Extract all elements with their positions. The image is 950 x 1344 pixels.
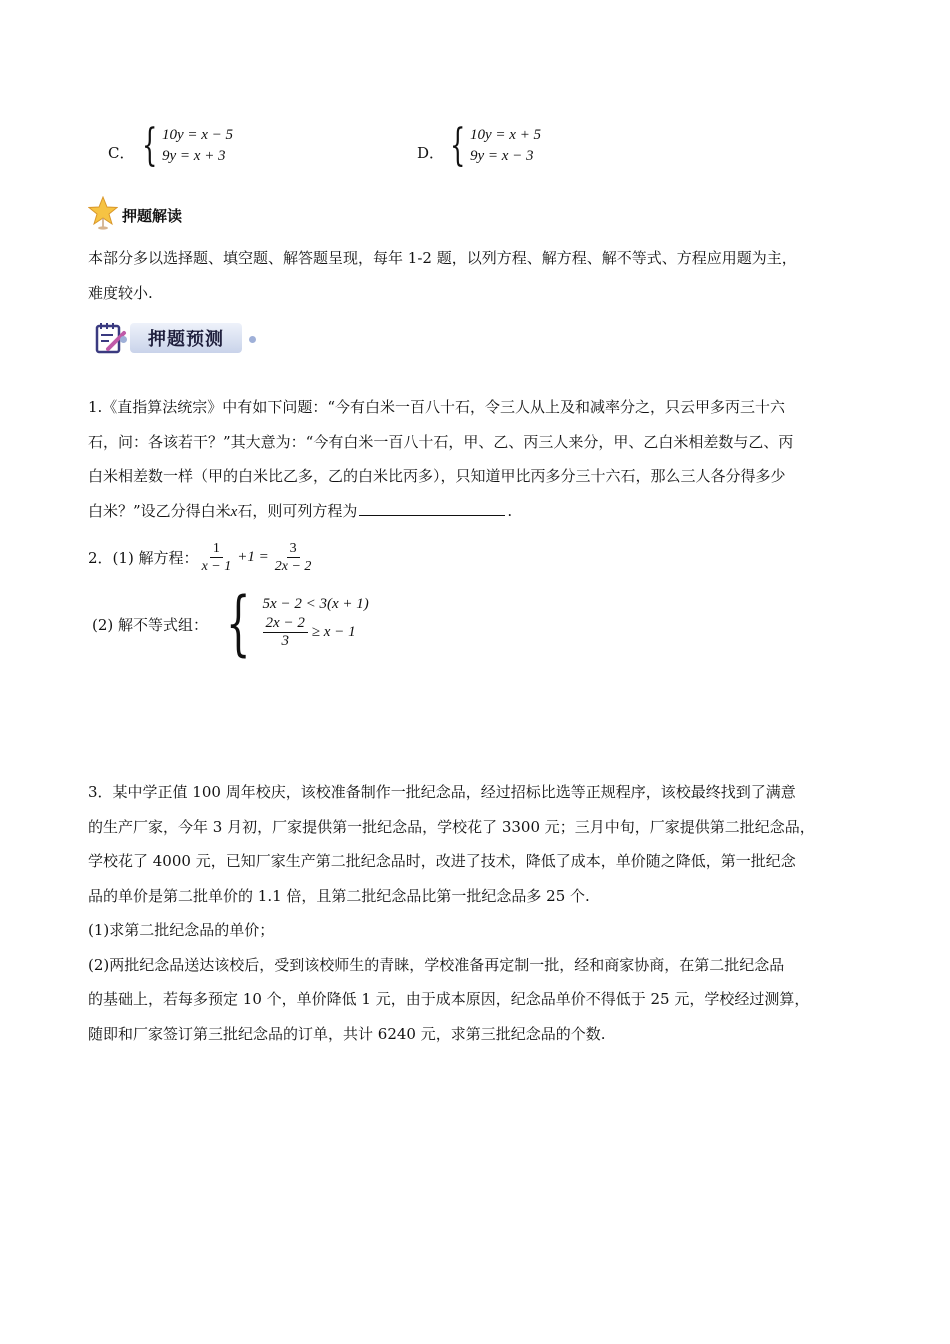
answer-blank[interactable] <box>359 501 505 516</box>
banner-dot-right <box>249 336 256 343</box>
option-c-eq1: 10y = x − 5 <box>162 127 234 143</box>
option-d-eq2: 9y = x − 3 <box>470 148 534 164</box>
option-d-label: D． <box>417 144 445 162</box>
inequality-1: 5x − 2 < 3(x + 1) <box>262 596 369 612</box>
section-intro-paragraph: 本部分多以选择题、填空题、解答题呈现，每年 1-2 题，以列方程、解方程、解不等式、方程应用题为主， 难度较小. <box>88 249 797 302</box>
question-3-sub-2: (2)两批纪念品送达该校后，受到该校师生的青睐，学校准备再定制一批，经和商家协商，在第二批纪念品 <box>88 955 785 974</box>
inequality-system: { 5x − 2 < 3(x + 1) $\frac{2x - 2}{3}$ ≥ x − 1 <box>226 582 369 664</box>
option-c-system: { 10y = x − 5 9y = x + 3 <box>142 120 234 171</box>
option-d-system: { 10y = x + 5 9y = x − 3 <box>450 120 542 171</box>
option-c-eq2: 9y = x + 3 <box>162 148 226 164</box>
option-d-eq1: 10y = x + 5 <box>470 127 542 143</box>
inequality-2: $\frac{2x - 2}{3}$ ≥ x − 1 <box>263 615 369 650</box>
star-icon <box>88 196 118 230</box>
question-2-part-2-label: (2) 解不等式组： <box>92 616 209 634</box>
fraction-1: $\frac{1}{x - 1}$ <box>201 541 232 574</box>
question-3: 3．某中学正值 100 周年校庆，该校准备制作一批纪念品，经过招标比选等正规程序，该校最终找到了满意 的生产厂家，今年 3 月初，厂家提供第一批纪念品，学校花了 3300 元；三月中旬，厂家提供第二批纪念品， 学校花了 4000 元，已知厂家生产第二批纪念品时，改进了技术，降低了成本，单价随之降低，第一批纪念 品的单价是第二批单价的 1.1 倍，且第二批纪念品比第一批纪念品多 25 个. (1)求第二批纪念品的单价； (2)两批纪念品送达该校后，受到该校师生的青睐，学校准备再定制一批，经和商家协商，在第二批纪念品 的基础上，若每多预定 10 个，单价降低 1 元，由于成本原因，纪念品单价不得低于 25 元，学校经过测算， 随即和厂家签订第三批纪念品的订单，共计 6240 元，求第三批纪念品的个数. <box>88 775 878 1051</box>
section-title-interpretation: 押题解读 <box>122 207 183 225</box>
fraction-2: $\frac{3}{2x - 2}$ <box>274 541 312 574</box>
option-c-label: C． <box>108 144 135 162</box>
section-title-prediction: 押题预测 <box>130 323 242 353</box>
question-1: 1.《直指算法统宗》中有如下问题：“今有白米一百八十石，令三人从上及和减率分之，只云甲多丙三十六 石，问：各该若干？”其大意为：“今有白米一百八十石，甲、乙、丙三人来分，甲、乙白米相差数与乙、丙 白米相差数一样（甲的白米比乙多，乙的白米比丙多），只知道甲比丙多分三十六石，那么三人各分得多少 白米？”设乙分得白米x石，则可列方程为 . <box>88 398 794 520</box>
banner-dot-left <box>120 336 127 343</box>
question-3-sub-1: (1)求第二批纪念品的单价； <box>88 921 275 939</box>
question-2-part-1: 2．(1) 解方程： $\frac{1}{x - 1}$ +1 = $\frac{3}{2x - 2}$ <box>88 540 314 575</box>
